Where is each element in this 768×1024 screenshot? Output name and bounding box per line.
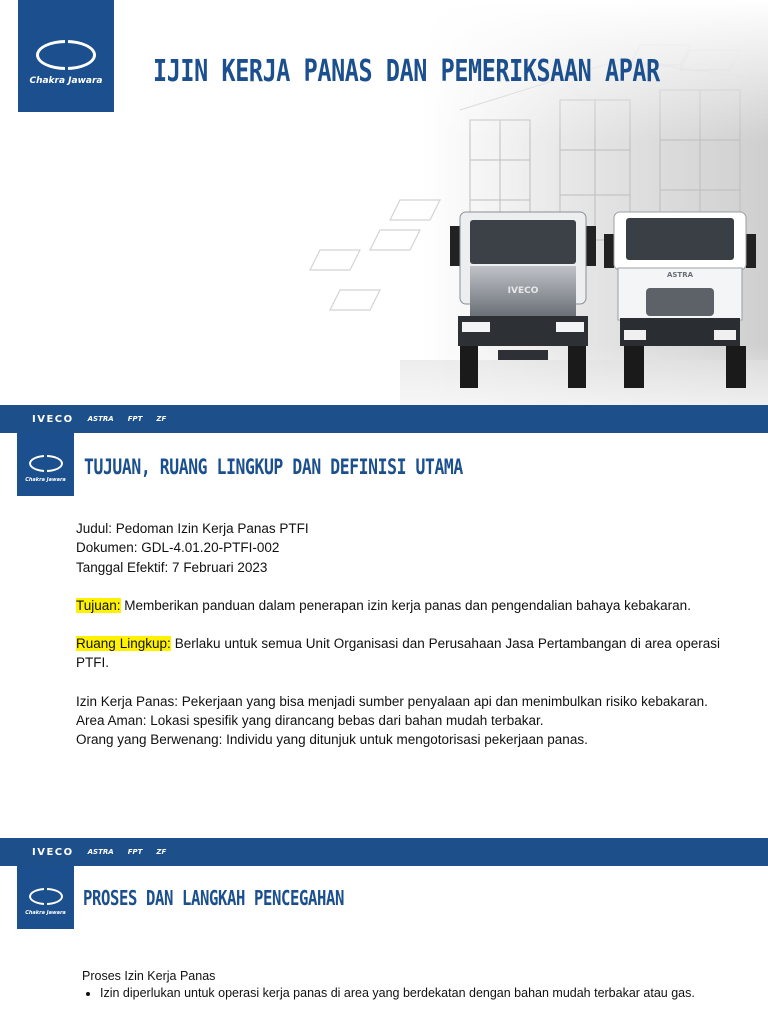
doc-number: Dokumen: GDL-4.01.20-PTFI-002 (76, 540, 280, 556)
scope-label: Ruang Lingkup: (76, 636, 171, 652)
fpt-logo: FPT (127, 848, 143, 856)
iveco-badge: IVECO (507, 286, 539, 296)
zf-logo: ZF (156, 848, 167, 856)
purpose-paragraph (76, 596, 720, 615)
slide-title: PROSES DAN LANGKAH PENCEGAHAN (83, 886, 345, 910)
slide-body (76, 519, 720, 750)
slide-title: IJIN KERJA PANAS DAN PEMERIKSAAN APAR (153, 54, 660, 89)
def-hot-work: Izin Kerja Panas: Pekerjaan yang bisa menjadi sumber penyalaan api dan menimbulkan risiko kebakaran. (76, 693, 708, 709)
chakra-jawara-logo: Chakra Jawara (17, 866, 74, 929)
list-item: • Izin diperlukan untuk operasi kerja panas di area yang berdekatan dengan bahan mudah terbakar atau gas. (100, 985, 722, 1002)
title-slide (0, 0, 768, 405)
iveco-logo: IVECO (32, 846, 74, 858)
section-heading: Proses Izin Kerja Panas (82, 969, 216, 983)
purpose-text: Memberikan panduan dalam penerapan izin kerja panas dan pengendalian bahaya kebakaran. (120, 597, 691, 613)
astra-badge: ASTRA (666, 271, 694, 279)
fpt-logo: FPT (127, 415, 143, 423)
process-bullet-list (82, 985, 722, 1002)
process-slide (0, 866, 768, 1024)
doc-title: Judul: Pedoman Izin Kerja Panas PTFI (76, 521, 309, 536)
slide-body (82, 968, 722, 1002)
astra-logo: ASTRA (87, 848, 114, 856)
partner-brand-bar (0, 405, 768, 433)
chakra-jawara-logo: Chakra Jawara (18, 0, 114, 112)
iveco-logo: IVECO (32, 413, 74, 425)
def-safe-area: Area Aman: Lokasi spesifik yang dirancang bebas dari bahan mudah terbakar. (76, 713, 544, 729)
slide-title: TUJUAN, RUANG LINGKUP DAN DEFINISI UTAMA (84, 455, 463, 479)
def-authorized-person: Orang yang Berwenang: Individu yang ditunjuk untuk mengotorisasi pekerjaan panas. (76, 732, 588, 748)
purpose-label: Tujuan: (76, 597, 121, 613)
scope-paragraph (76, 634, 720, 673)
chakra-jawara-logo: Chakra Jawara (17, 433, 74, 496)
scope-text: Berlaku untuk semua Unit Organisasi dan Perusahaan Jasa Pertambangan di area operasi PTFI. (76, 636, 721, 671)
effective-date: Tanggal Efektif: 7 Februari 2023 (76, 559, 268, 575)
partner-brand-bar (0, 838, 768, 866)
zf-logo: ZF (156, 415, 167, 423)
astra-logo: ASTRA (87, 415, 114, 423)
scope-slide (0, 433, 768, 838)
